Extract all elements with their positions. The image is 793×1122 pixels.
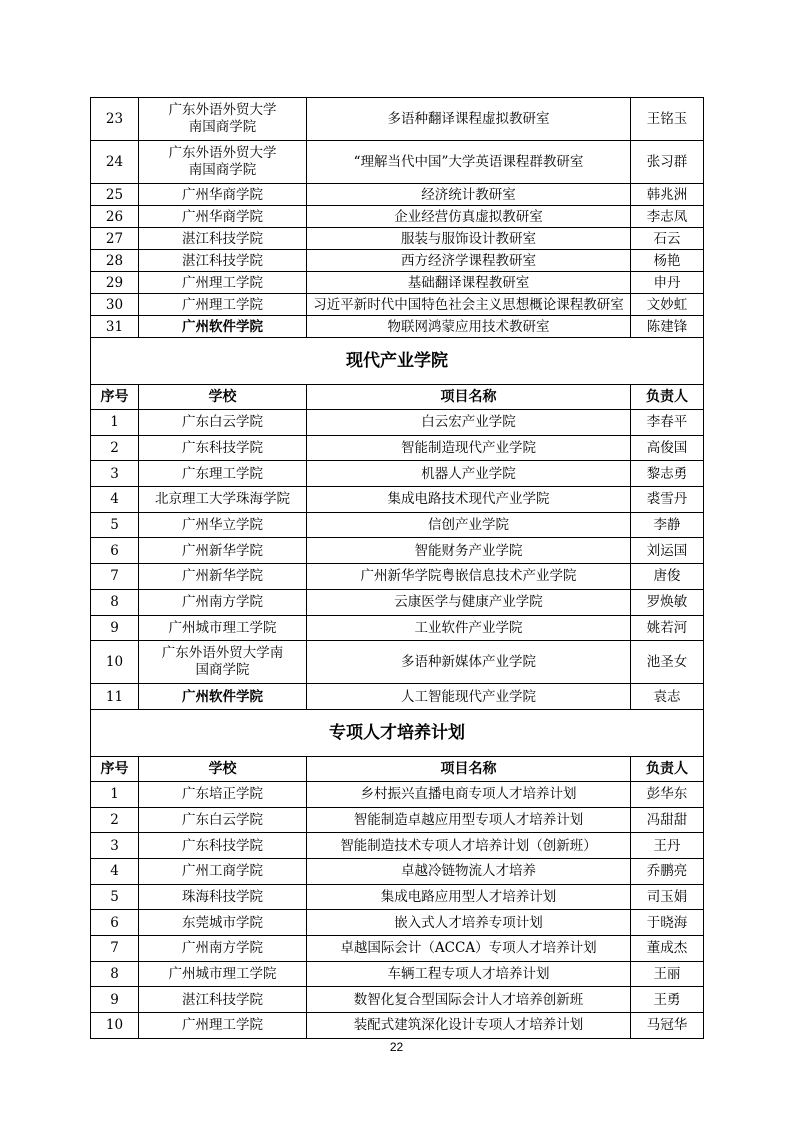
school-name-line: 湛江科技学院 — [182, 991, 263, 1008]
school-cell — [139, 487, 307, 513]
table-row — [91, 589, 704, 615]
table-row — [91, 987, 704, 1013]
school-cell — [139, 538, 307, 564]
project-name: 多语种新媒体产业学院 — [307, 641, 631, 684]
school-name-line: 南国商学院 — [188, 119, 257, 135]
school-cell — [139, 1013, 307, 1039]
school-name-line: 国商学院 — [195, 662, 250, 679]
section-title-row — [91, 338, 704, 385]
school-name-line: 湛江科技学院 — [182, 252, 263, 269]
project-leader: 乔鹏亮 — [631, 858, 704, 884]
row-number: 25 — [91, 184, 139, 206]
row-number: 2 — [91, 807, 139, 833]
school-name-line: 广州新华学院 — [182, 568, 263, 585]
school-cell — [139, 228, 307, 250]
table-row — [91, 961, 704, 987]
school-name-line: 广东白云学院 — [182, 811, 263, 828]
school-cell — [139, 987, 307, 1013]
row-number: 7 — [91, 564, 139, 590]
row-number: 10 — [91, 641, 139, 684]
project-name: 集成电路技术现代产业学院 — [307, 487, 631, 513]
school-name-line: 广州理工学院 — [182, 274, 263, 291]
school-cell — [139, 807, 307, 833]
school-cell — [139, 461, 307, 487]
header-project: 项目名称 — [307, 385, 631, 410]
project-leader: 马冠华 — [631, 1013, 704, 1039]
school-cell — [139, 858, 307, 884]
project-leader: 王勇 — [631, 987, 704, 1013]
table-row — [91, 184, 704, 206]
header-no: 序号 — [91, 385, 139, 410]
school-name-line: 广东外语外贸大学 — [168, 102, 277, 118]
project-name: 人工智能现代产业学院 — [307, 684, 631, 710]
school-cell — [139, 98, 307, 141]
table-row — [91, 98, 704, 141]
school-name-line: 广东白云学院 — [182, 414, 263, 431]
header-row — [91, 756, 704, 781]
school-name-line: 广东理工学院 — [182, 465, 263, 482]
school-cell — [139, 272, 307, 294]
section3 — [91, 709, 704, 781]
table-row — [91, 910, 704, 936]
row-number: 31 — [91, 316, 139, 338]
school-name-line: 广州南方学院 — [182, 940, 263, 957]
school-cell — [139, 141, 307, 184]
school-name-line: 北京理工大学珠海学院 — [155, 491, 290, 508]
header-row — [91, 385, 704, 410]
project-name: 数智化复合型国际会计人才培养创新班 — [307, 987, 631, 1013]
project-leader: 李春平 — [631, 410, 704, 436]
project-name: 装配式建筑深化设计专项人才培养计划 — [307, 1013, 631, 1039]
project-name: 云康医学与健康产业学院 — [307, 589, 631, 615]
table-row — [91, 833, 704, 859]
row-number: 5 — [91, 512, 139, 538]
row-number: 4 — [91, 858, 139, 884]
header-leader: 负责人 — [631, 385, 704, 410]
project-name: 智能财务产业学院 — [307, 538, 631, 564]
project-leader: 李静 — [631, 512, 704, 538]
row-number: 8 — [91, 589, 139, 615]
project-name: 经济统计教研室 — [307, 184, 631, 206]
project-leader: 陈建锋 — [631, 316, 704, 338]
table-row — [91, 1013, 704, 1039]
table1-body — [91, 98, 704, 338]
row-number: 26 — [91, 206, 139, 228]
school-name-line: 广州理工学院 — [182, 1017, 263, 1034]
school-cell — [139, 512, 307, 538]
project-leader: 黎志勇 — [631, 461, 704, 487]
school-cell — [139, 294, 307, 316]
table-row — [91, 615, 704, 641]
project-name: 乡村振兴直播电商专项人才培养计划 — [307, 781, 631, 807]
project-leader: 石云 — [631, 228, 704, 250]
school-cell — [139, 641, 307, 684]
school-cell — [139, 564, 307, 590]
project-name: 机器人产业学院 — [307, 461, 631, 487]
project-name: 嵌入式人才培养专项计划 — [307, 910, 631, 936]
school-name-line: 广州软件学院 — [182, 688, 263, 705]
project-leader: 于晓海 — [631, 910, 704, 936]
row-number: 6 — [91, 538, 139, 564]
section-title: 专项人才培养计划 — [91, 709, 704, 756]
school-cell — [139, 684, 307, 710]
school-name-line: 广东科技学院 — [182, 440, 263, 457]
school-name-line: 广州南方学院 — [182, 594, 263, 611]
school-cell — [139, 884, 307, 910]
project-leader: 王铭玉 — [631, 98, 704, 141]
school-name-line: 珠海科技学院 — [182, 888, 263, 905]
project-leader: 袁志 — [631, 684, 704, 710]
row-number: 7 — [91, 936, 139, 962]
school-cell — [139, 781, 307, 807]
school-cell — [139, 833, 307, 859]
school-name-line: 广东科技学院 — [182, 837, 263, 854]
school-cell — [139, 250, 307, 272]
header-school: 学校 — [139, 756, 307, 781]
project-leader: 张习群 — [631, 141, 704, 184]
project-name: 多语种翻译课程虚拟教研室 — [307, 98, 631, 141]
table2-body — [91, 410, 704, 710]
project-leader: 姚若河 — [631, 615, 704, 641]
project-leader: 冯甜甜 — [631, 807, 704, 833]
header-no: 序号 — [91, 756, 139, 781]
project-name: 卓越国际会计（ACCA）专项人才培养计划 — [307, 936, 631, 962]
table-row — [91, 858, 704, 884]
school-name-line: 广东外语外贸大学南 — [161, 645, 284, 662]
project-name: 西方经济学课程教研室 — [307, 250, 631, 272]
project-name: 广州新华学院粤嵌信息技术产业学院 — [307, 564, 631, 590]
school-name-line: 广州华立学院 — [182, 517, 263, 534]
row-number: 6 — [91, 910, 139, 936]
school-name-line: 南国商学院 — [188, 162, 257, 178]
school-cell — [139, 615, 307, 641]
school-name-line: 广州理工学院 — [182, 296, 263, 313]
school-cell — [139, 435, 307, 461]
row-number: 29 — [91, 272, 139, 294]
row-number: 9 — [91, 987, 139, 1013]
table-row — [91, 538, 704, 564]
project-leader: 高俊国 — [631, 435, 704, 461]
project-name: 服装与服饰设计教研室 — [307, 228, 631, 250]
project-leader: 彭华东 — [631, 781, 704, 807]
table-row — [91, 435, 704, 461]
table-row — [91, 250, 704, 272]
table-row — [91, 512, 704, 538]
school-name-line: 广州华商学院 — [182, 208, 263, 225]
header-school: 学校 — [139, 385, 307, 410]
document-sheet — [90, 97, 703, 1039]
project-leader: 池圣女 — [631, 641, 704, 684]
section-title-row — [91, 709, 704, 756]
section-title: 现代产业学院 — [91, 338, 704, 385]
school-cell — [139, 206, 307, 228]
table3-body — [91, 781, 704, 1038]
project-leader: 刘运国 — [631, 538, 704, 564]
project-leader: 裘雪丹 — [631, 487, 704, 513]
row-number: 30 — [91, 294, 139, 316]
table-row — [91, 564, 704, 590]
project-name: 智能制造卓越应用型专项人才培养计划 — [307, 807, 631, 833]
table-row — [91, 487, 704, 513]
project-name: 基础翻译课程教研室 — [307, 272, 631, 294]
project-name: 卓越冷链物流人才培养 — [307, 858, 631, 884]
table-row — [91, 206, 704, 228]
project-leader: 杨艳 — [631, 250, 704, 272]
row-number: 27 — [91, 228, 139, 250]
row-number: 1 — [91, 410, 139, 436]
row-number: 3 — [91, 833, 139, 859]
row-number: 1 — [91, 781, 139, 807]
project-name: 信创产业学院 — [307, 512, 631, 538]
row-number: 2 — [91, 435, 139, 461]
row-number: 28 — [91, 250, 139, 272]
table-row — [91, 141, 704, 184]
project-leader: 韩兆洲 — [631, 184, 704, 206]
table-row — [91, 684, 704, 710]
row-number: 8 — [91, 961, 139, 987]
project-name: “理解当代中国”大学英语课程群教研室 — [307, 141, 631, 184]
project-name: 白云宏产业学院 — [307, 410, 631, 436]
row-number: 24 — [91, 141, 139, 184]
table-row — [91, 228, 704, 250]
row-number: 11 — [91, 684, 139, 710]
school-cell — [139, 589, 307, 615]
project-name: 智能制造现代产业学院 — [307, 435, 631, 461]
table-row — [91, 641, 704, 684]
project-name: 企业经营仿真虚拟教研室 — [307, 206, 631, 228]
row-number: 4 — [91, 487, 139, 513]
table-row — [91, 316, 704, 338]
header-leader: 负责人 — [631, 756, 704, 781]
page-number: 22 — [389, 1040, 404, 1054]
project-leader: 申丹 — [631, 272, 704, 294]
school-cell — [139, 910, 307, 936]
school-cell — [139, 184, 307, 206]
school-name-line: 广东外语外贸大学 — [168, 145, 277, 161]
school-name-line: 广州软件学院 — [182, 318, 263, 335]
school-name-line: 广州城市理工学院 — [168, 966, 277, 983]
school-name-line: 广州工商学院 — [182, 863, 263, 880]
school-name-line: 湛江科技学院 — [182, 230, 263, 247]
table-row — [91, 294, 704, 316]
row-number: 3 — [91, 461, 139, 487]
project-leader: 董成杰 — [631, 936, 704, 962]
project-leader: 唐俊 — [631, 564, 704, 590]
table-row — [91, 272, 704, 294]
project-leader: 司玉娟 — [631, 884, 704, 910]
project-name: 工业软件产业学院 — [307, 615, 631, 641]
project-table — [90, 97, 704, 1039]
project-leader: 李志凤 — [631, 206, 704, 228]
table-row — [91, 781, 704, 807]
row-number: 5 — [91, 884, 139, 910]
school-cell — [139, 961, 307, 987]
school-cell — [139, 316, 307, 338]
school-name-line: 广州新华学院 — [182, 542, 263, 559]
school-name-line: 东莞城市学院 — [182, 914, 263, 931]
school-name-line: 广州华商学院 — [182, 186, 263, 203]
project-leader: 文妙虹 — [631, 294, 704, 316]
row-number: 9 — [91, 615, 139, 641]
header-project: 项目名称 — [307, 756, 631, 781]
table-row — [91, 807, 704, 833]
table-row — [91, 410, 704, 436]
school-cell — [139, 410, 307, 436]
project-leader: 罗焕敏 — [631, 589, 704, 615]
project-name: 物联网鸿蒙应用技术教研室 — [307, 316, 631, 338]
school-name-line: 广东培正学院 — [182, 786, 263, 803]
row-number: 10 — [91, 1013, 139, 1039]
project-leader: 王丽 — [631, 961, 704, 987]
project-name: 车辆工程专项人才培养计划 — [307, 961, 631, 987]
project-leader: 王丹 — [631, 833, 704, 859]
table-row — [91, 461, 704, 487]
school-cell — [139, 936, 307, 962]
school-name-line: 广州城市理工学院 — [168, 619, 277, 636]
row-number: 23 — [91, 98, 139, 141]
table-row — [91, 884, 704, 910]
project-name: 习近平新时代中国特色社会主义思想概论课程教研室 — [307, 294, 631, 316]
project-name: 集成电路应用型人才培养计划 — [307, 884, 631, 910]
table-row — [91, 936, 704, 962]
section2 — [91, 338, 704, 410]
project-name: 智能制造技术专项人才培养计划（创新班） — [307, 833, 631, 859]
